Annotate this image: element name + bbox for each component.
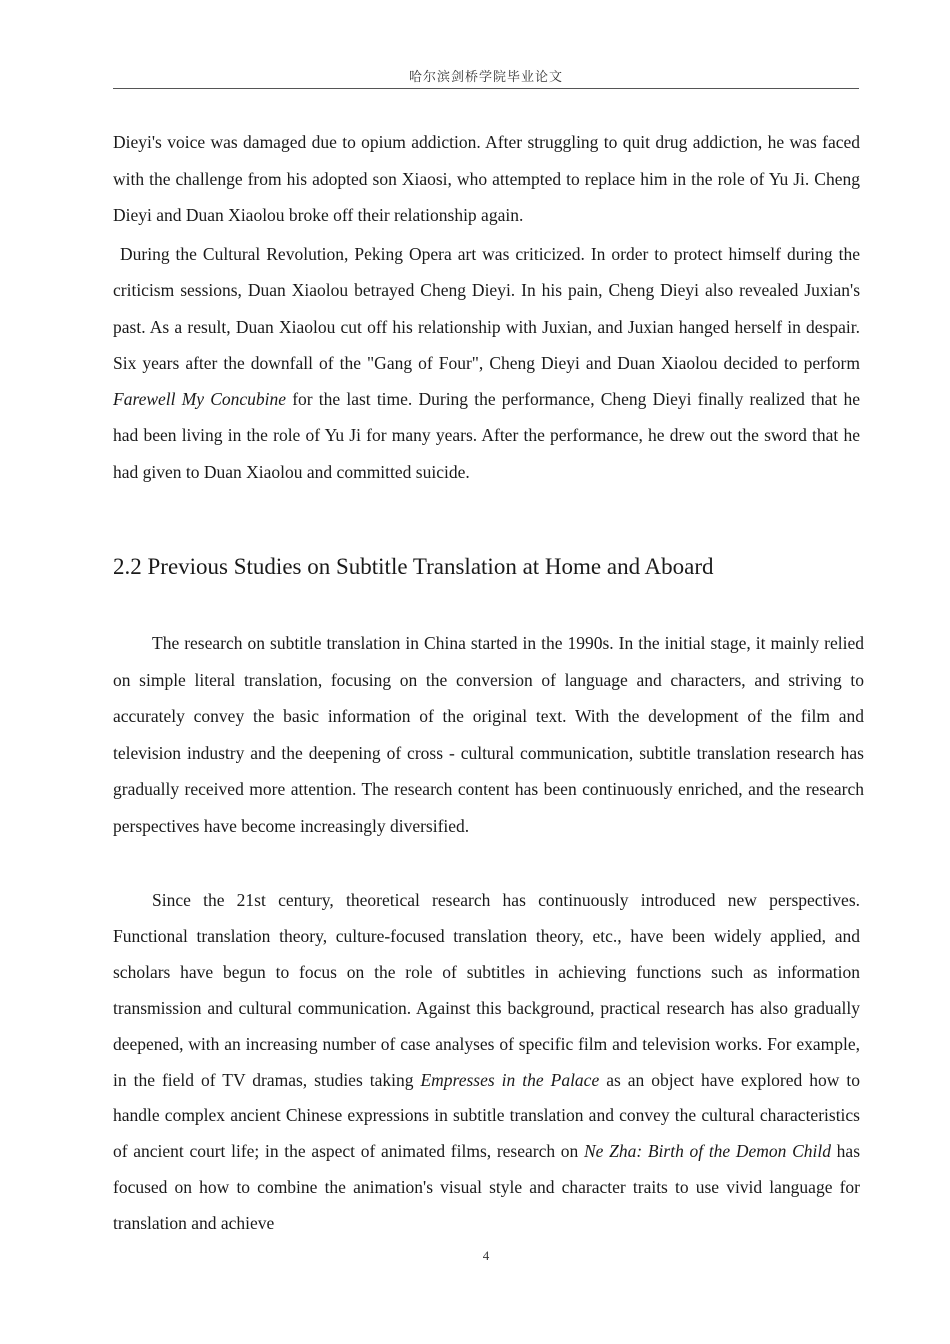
drama-title-italic: Empresses in the Palace	[420, 1069, 600, 1090]
paragraph-text-middle: as an object have explored how to handle complex ancient Chinese expressions in subtitle translation and convey the cultural characteristics of ancient court life; in the aspect of animated films, research on	[113, 1069, 860, 1162]
section-heading: 2.2 Previous Studies on Subtitle Translation at Home and Aboard	[113, 554, 714, 579]
paragraph-text-start: During the Cultural Revolution, Peking Opera art was criticized. In order to protect himself during the criticism sessions, Duan Xiaolou betrayed Cheng Dieyi. In his pain, Cheng Dieyi also revealed Juxian's past. As a result, Duan Xiaolou cut off his relationship with Juxian, and Juxian hanged herself in despair. Six years after the downfall of the "Gang of Four", Cheng Dieyi and Duan Xiaolou decided to perform	[113, 244, 860, 373]
paragraph-plot-continued	[113, 124, 860, 234]
header-divider	[113, 88, 859, 89]
paragraph-text-end: has focused on how to combine the animation's visual style and character traits to use vivid language for translation and achieve	[113, 1141, 861, 1234]
page-number: 4	[482, 1248, 490, 1263]
film-title-italic: Ne Zha: Birth of the Demon Child	[584, 1141, 831, 1162]
paragraph-cultural-revolution	[113, 236, 860, 490]
paragraph-text: The research on subtitle translation in China started in the 1990s. In the initial stage, it mainly relied on simple literal translation, focusing on the conversion of language and characters, and striving to accurately convey the basic information of the original text. With the development of the film and television industry and the deepening of cross - cultural communication, subtitle translation research has gradually received more attention. The research content has been continuously enriched, and the research perspectives have become increasingly diversified.	[113, 633, 864, 836]
paragraph-text-start: Since the 21st century, theoretical research has continuously introduced new perspectives. Functional translation theory, culture-focused translation theory, etc., have been widely applied, and scholars have begun to focus on the role of subtitles in achieving functions such as information transmission and cultural communication. Against this background, practical research has also gradually deepened, with an increasing number of case analyses of specific film and television works. For example, in the field of TV dramas, studies taking	[113, 890, 860, 1090]
paragraph-21st-century	[113, 883, 860, 1242]
running-header: 哈尔滨剑桥学院毕业论文	[408, 70, 563, 85]
paragraph-text-end: for the last time. During the performance, Cheng Dieyi finally realized that he had been living in the role of Yu Ji for many years. After the performance, he drew out the sword that he had given to Duan Xiaolou and committed suicide.	[113, 389, 860, 482]
film-title-italic: Farewell My Concubine	[113, 389, 287, 410]
paragraph-research-history	[113, 625, 864, 845]
paragraph-text: Dieyi's voice was damaged due to opium addiction. After struggling to quit drug addiction, he was faced with the challenge from his adopted son Xiaosi, who attempted to replace him in the role of Yu Ji. Cheng Dieyi and Duan Xiaolou broke off their relationship again.	[113, 132, 860, 225]
